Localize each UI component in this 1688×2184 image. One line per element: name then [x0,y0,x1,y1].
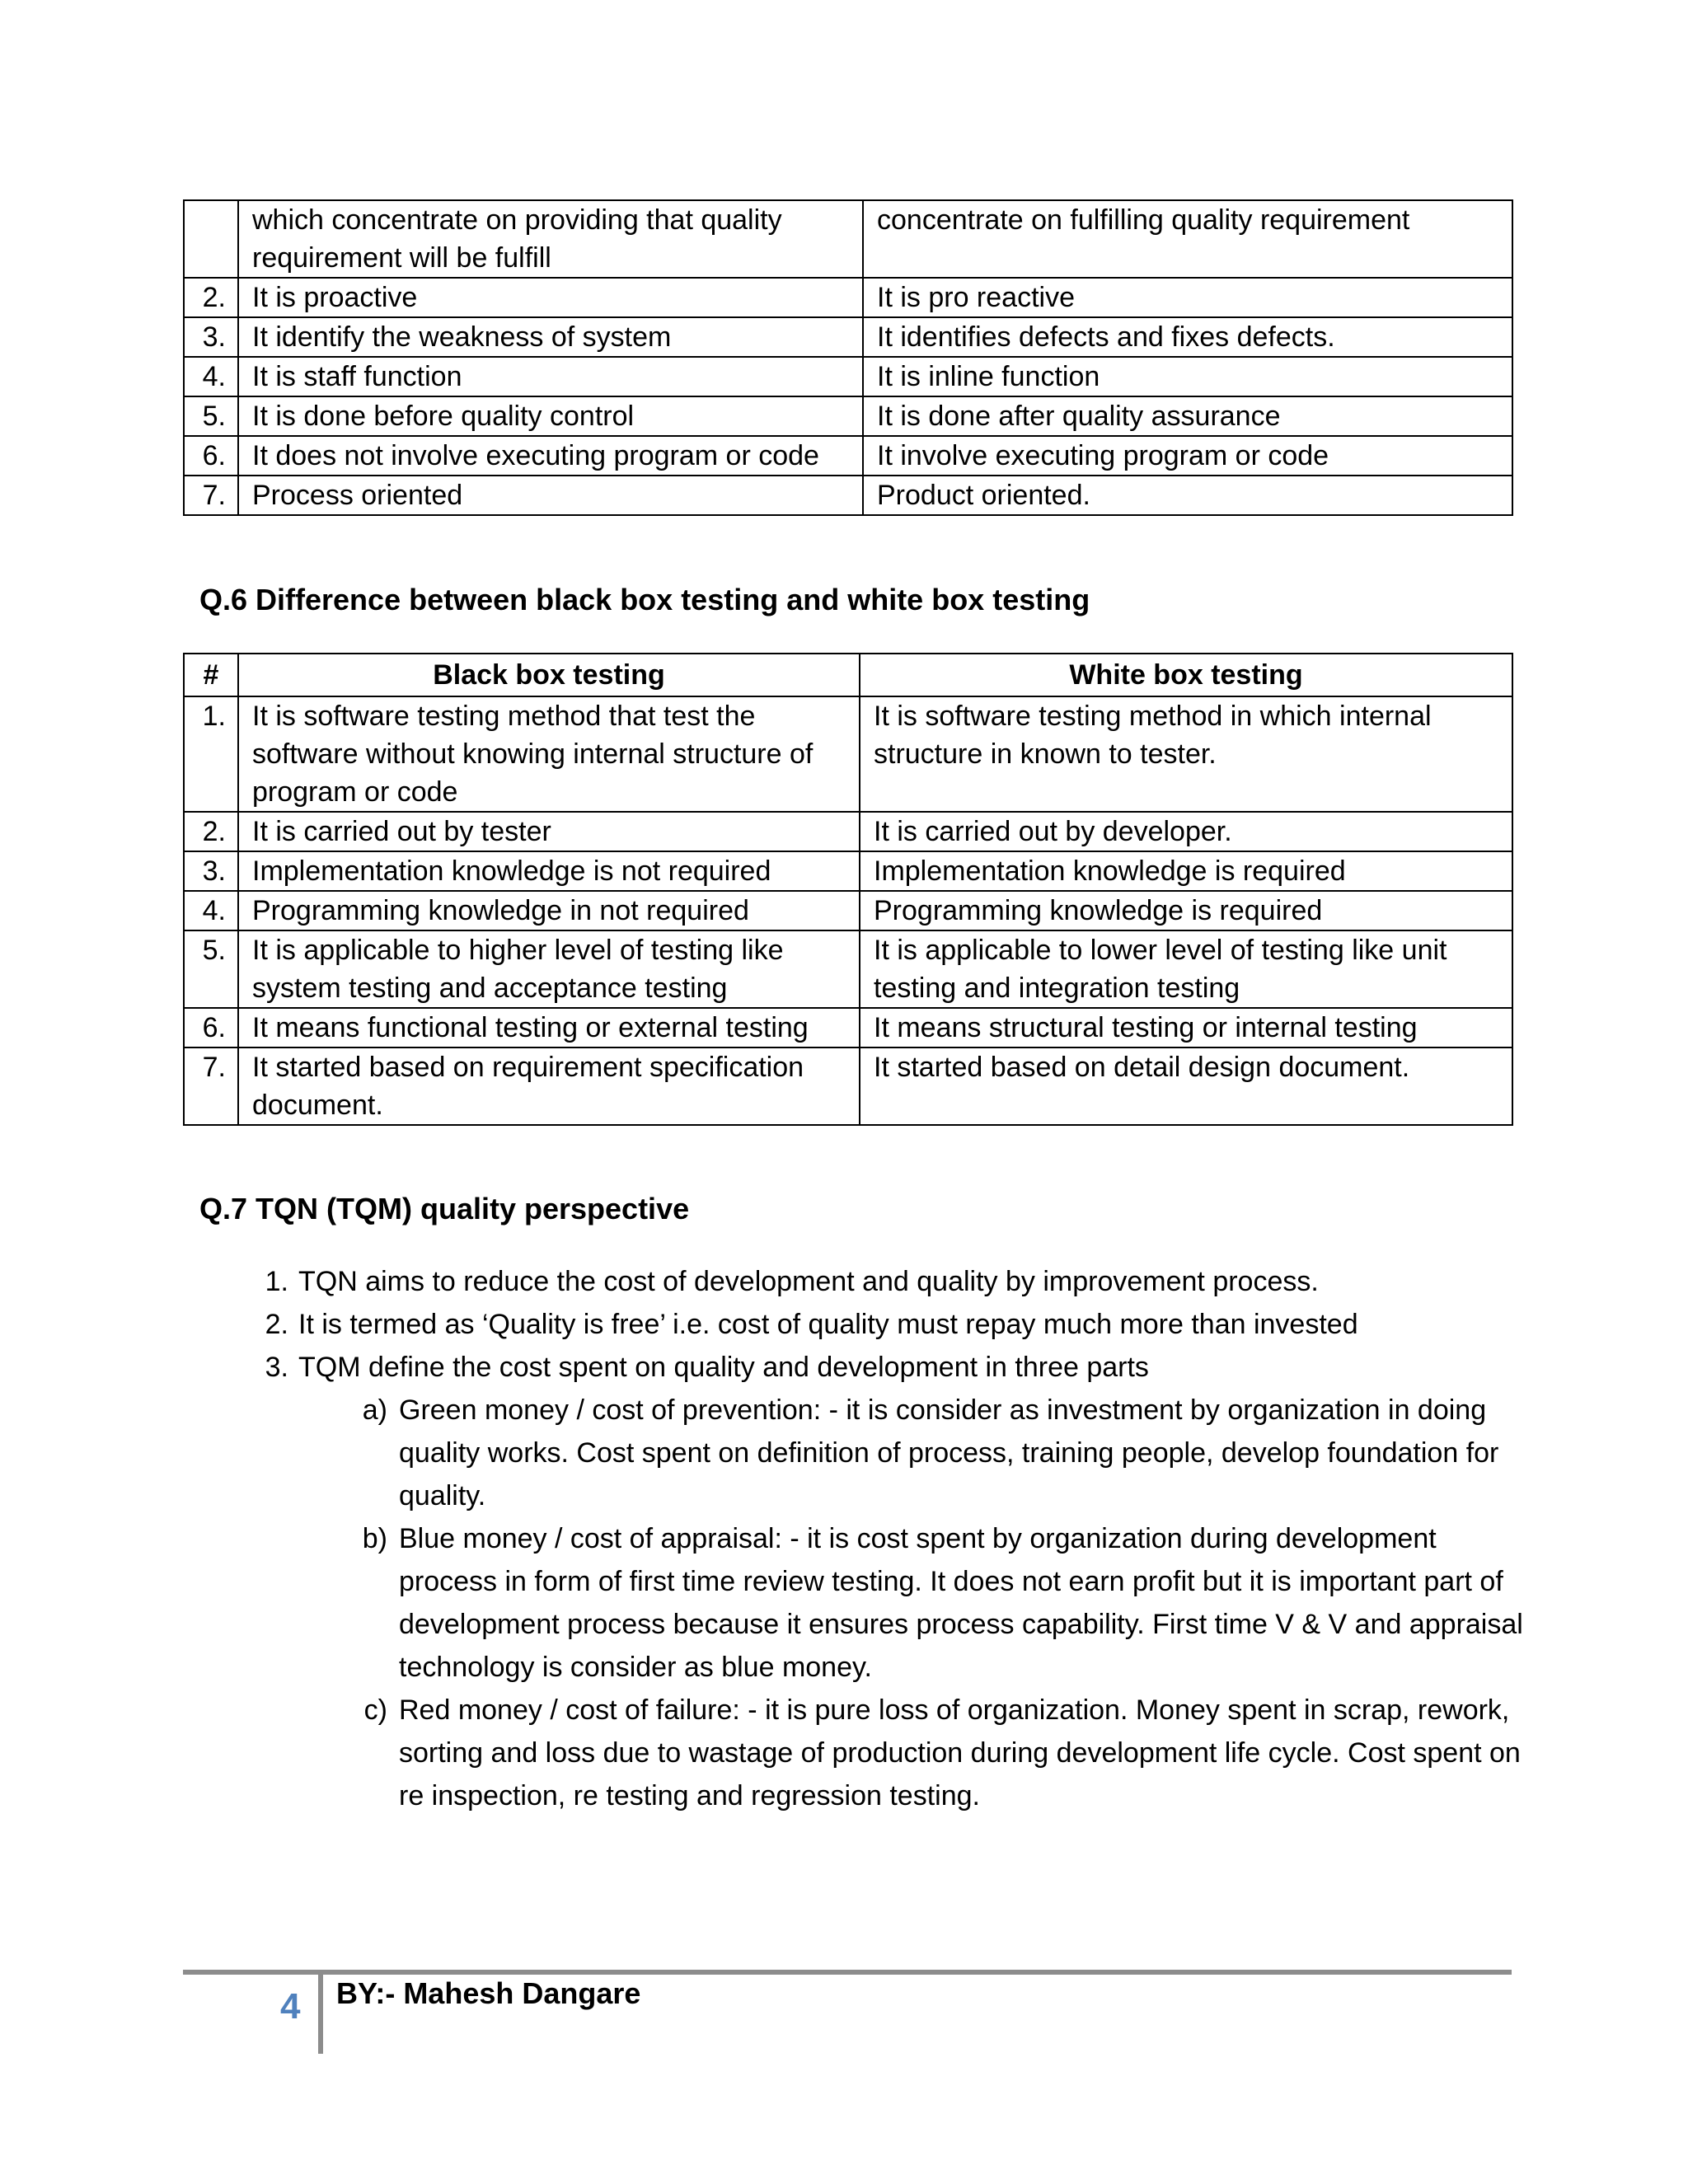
sub-list-item [247,1389,1533,1517]
page-number: 4 [280,1986,301,2027]
list-item-text: It is termed as ‘Quality is free’ i.e. cost of quality must repay much more than invested [298,1309,1358,1340]
row-number [184,200,238,278]
left-cell: It is applicable to higher level of testing like system testing and acceptance testing [238,930,860,1008]
row-number: 5. [184,930,238,1008]
sub-list-marker: b) [362,1523,387,1554]
right-cell: It involve executing program or code [863,436,1512,476]
left-cell: Implementation knowledge is not required [238,851,860,891]
row-number: 6. [184,436,238,476]
list-marker: 1. [265,1266,288,1297]
left-cell: Process oriented [238,476,863,515]
right-cell: It means structural testing or internal testing [860,1008,1512,1047]
table-row [184,357,1512,396]
row-number: 6. [184,1008,238,1047]
left-cell: It started based on requirement specification document. [238,1047,860,1125]
row-number: 3. [184,851,238,891]
table-row [184,930,1512,1008]
table-row [184,1008,1512,1047]
left-cell: which concentrate on providing that quality requirement will be fulfill [238,200,863,278]
tqm-list [247,1260,1533,1817]
list-marker: 2. [265,1309,288,1340]
sub-list-item [247,1689,1533,1817]
left-cell: It is done before quality control [238,396,863,436]
list-item [247,1303,1533,1346]
left-cell: It identify the weakness of system [238,317,863,357]
row-number: 7. [184,476,238,515]
right-cell: It is done after quality assurance [863,396,1512,436]
footer-divider [183,1970,1512,1975]
table-header-row [184,654,1512,696]
q7-heading: Q.7 TQN (TQM) quality perspective [199,1192,690,1226]
list-marker: 3. [265,1352,288,1383]
right-cell: It is carried out by developer. [860,812,1512,851]
right-cell: It identifies defects and fixes defects. [863,317,1512,357]
table-row [184,436,1512,476]
footer-vertical-divider [318,1975,323,2054]
right-cell: Programming knowledge is required [860,891,1512,930]
list-item-text: TQM define the cost spent on quality and development in three parts [298,1352,1149,1383]
qa-qc-comparison-table [183,199,1513,516]
sub-list-marker: c) [363,1694,387,1726]
row-number: 5. [184,396,238,436]
table-row [184,317,1512,357]
row-number: 4. [184,891,238,930]
right-cell: concentrate on fulfilling quality requirement [863,200,1512,278]
sub-list-marker: a) [362,1394,387,1426]
sub-list-item-text: Blue money / cost of appraisal: - it is cost spent by organization during development process in form of first time review testing. It does not earn profit but it is important part of development process because it ensures process capability. First time V & V and appraisal technology is consider as blue money. [399,1523,1523,1683]
author-byline: BY:- Mahesh Dangare [336,1976,641,2010]
left-cell: It does not involve executing program or code [238,436,863,476]
table-row [184,396,1512,436]
header-black-box: Black box testing [238,654,860,696]
table-row [184,812,1512,851]
row-number: 3. [184,317,238,357]
right-cell: Implementation knowledge is required [860,851,1512,891]
right-cell: It started based on detail design document. [860,1047,1512,1125]
sub-list-item-text: Green money / cost of prevention: - it is consider as investment by organization in doing quality works. Cost spent on definition of process, training people, develop foundation for quality. [399,1394,1499,1511]
left-cell: It is proactive [238,278,863,317]
list-item [247,1346,1533,1389]
black-white-box-table [183,653,1513,1126]
q6-heading: Q.6 Difference between black box testing and white box testing [199,583,1090,616]
table-row [184,1047,1512,1125]
left-cell: It is software testing method that test the software without knowing internal structure of program or code [238,696,860,812]
sub-list-item [247,1517,1533,1689]
left-cell: It means functional testing or external testing [238,1008,860,1047]
sub-list-item-text: Red money / cost of failure: - it is pure loss of organization. Money spent in scrap, rework, sorting and loss due to wastage of production during development life cycle. Cost spent on re inspection, re testing and regression testing. [399,1694,1521,1811]
list-item-text: TQN aims to reduce the cost of development and quality by improvement process. [298,1266,1319,1297]
table-row [184,851,1512,891]
left-cell: It is carried out by tester [238,812,860,851]
table-row [184,476,1512,515]
header-white-box: White box testing [860,654,1512,696]
left-cell: Programming knowledge in not required [238,891,860,930]
row-number: 7. [184,1047,238,1125]
table-row [184,891,1512,930]
table-row [184,278,1512,317]
table-row [184,200,1512,278]
left-cell: It is staff function [238,357,863,396]
right-cell: It is applicable to lower level of testing like unit testing and integration testing [860,930,1512,1008]
row-number: 4. [184,357,238,396]
row-number: 2. [184,812,238,851]
table-row [184,696,1512,812]
right-cell: It is inline function [863,357,1512,396]
right-cell: It is software testing method in which internal structure in known to tester. [860,696,1512,812]
right-cell: It is pro reactive [863,278,1512,317]
right-cell: Product oriented. [863,476,1512,515]
header-num: # [184,654,238,696]
row-number: 1. [184,696,238,812]
row-number: 2. [184,278,238,317]
list-item [247,1260,1533,1303]
